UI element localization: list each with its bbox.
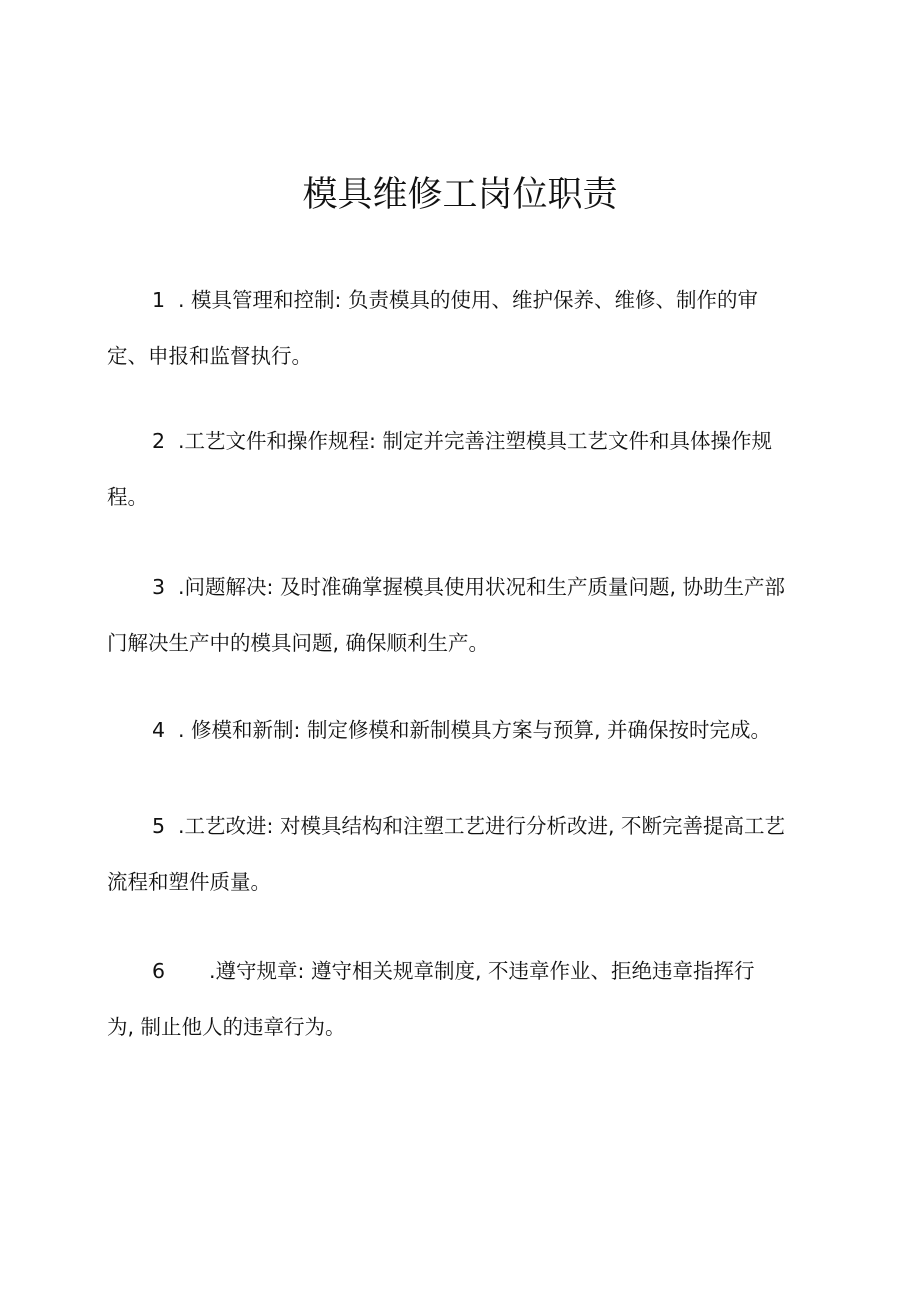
duty-item-4-text: . 修模和新制: 制定修模和新制模具方案与预算, 并确保按时完成。	[178, 718, 771, 742]
duty-item-6-number: 6	[152, 959, 166, 983]
duty-item-5-number: 5	[152, 814, 166, 838]
duty-item-4-line-1	[107, 702, 817, 758]
duty-item-3-line-1	[107, 559, 817, 615]
duty-item-6-line-1	[107, 943, 817, 999]
duty-item-1-number: 1	[152, 288, 166, 312]
duty-item-6-text: .遵守规章: 遵守相关规章制度, 不违章作业、拒绝违章指挥行	[209, 959, 755, 983]
duty-item-6-line-2: 为, 制止他人的违章行为。	[107, 1015, 346, 1039]
duty-item-5-text: .工艺改进: 对模具结构和注塑工艺进行分析改进, 不断完善提高工艺	[178, 814, 785, 838]
duty-item-5	[107, 798, 817, 910]
duty-item-3-number: 3	[152, 575, 166, 599]
duty-item-1	[107, 272, 817, 384]
duty-item-1-text: . 模具管理和控制: 负责模具的使用、维护保养、维修、制作的审	[178, 288, 758, 312]
duty-item-4	[107, 702, 817, 758]
duty-item-2-line-2: 程。	[107, 485, 148, 509]
duty-item-2-text: .工艺文件和操作规程: 制定并完善注塑模具工艺文件和具体操作规	[178, 429, 772, 453]
duty-item-2-line-1	[107, 413, 817, 469]
page-title: 模具维修工岗位职责	[302, 175, 618, 215]
duty-item-2	[107, 413, 817, 525]
duty-item-3-text: .问题解决: 及时准确掌握模具使用状况和生产质量问题, 协助生产部	[178, 575, 785, 599]
duty-item-5-line-2: 流程和塑件质量。	[107, 870, 271, 894]
duty-item-4-number: 4	[152, 718, 166, 742]
duty-item-3	[107, 559, 817, 671]
duty-item-2-number: 2	[152, 429, 166, 453]
duty-item-1-line-2: 定、申报和监督执行。	[107, 344, 312, 368]
duty-item-5-line-1	[107, 798, 817, 854]
duty-item-6	[107, 943, 817, 1055]
duty-item-1-line-1	[107, 272, 817, 328]
duty-item-3-line-2: 门解决生产中的模具问题, 确保顺利生产。	[107, 631, 490, 655]
